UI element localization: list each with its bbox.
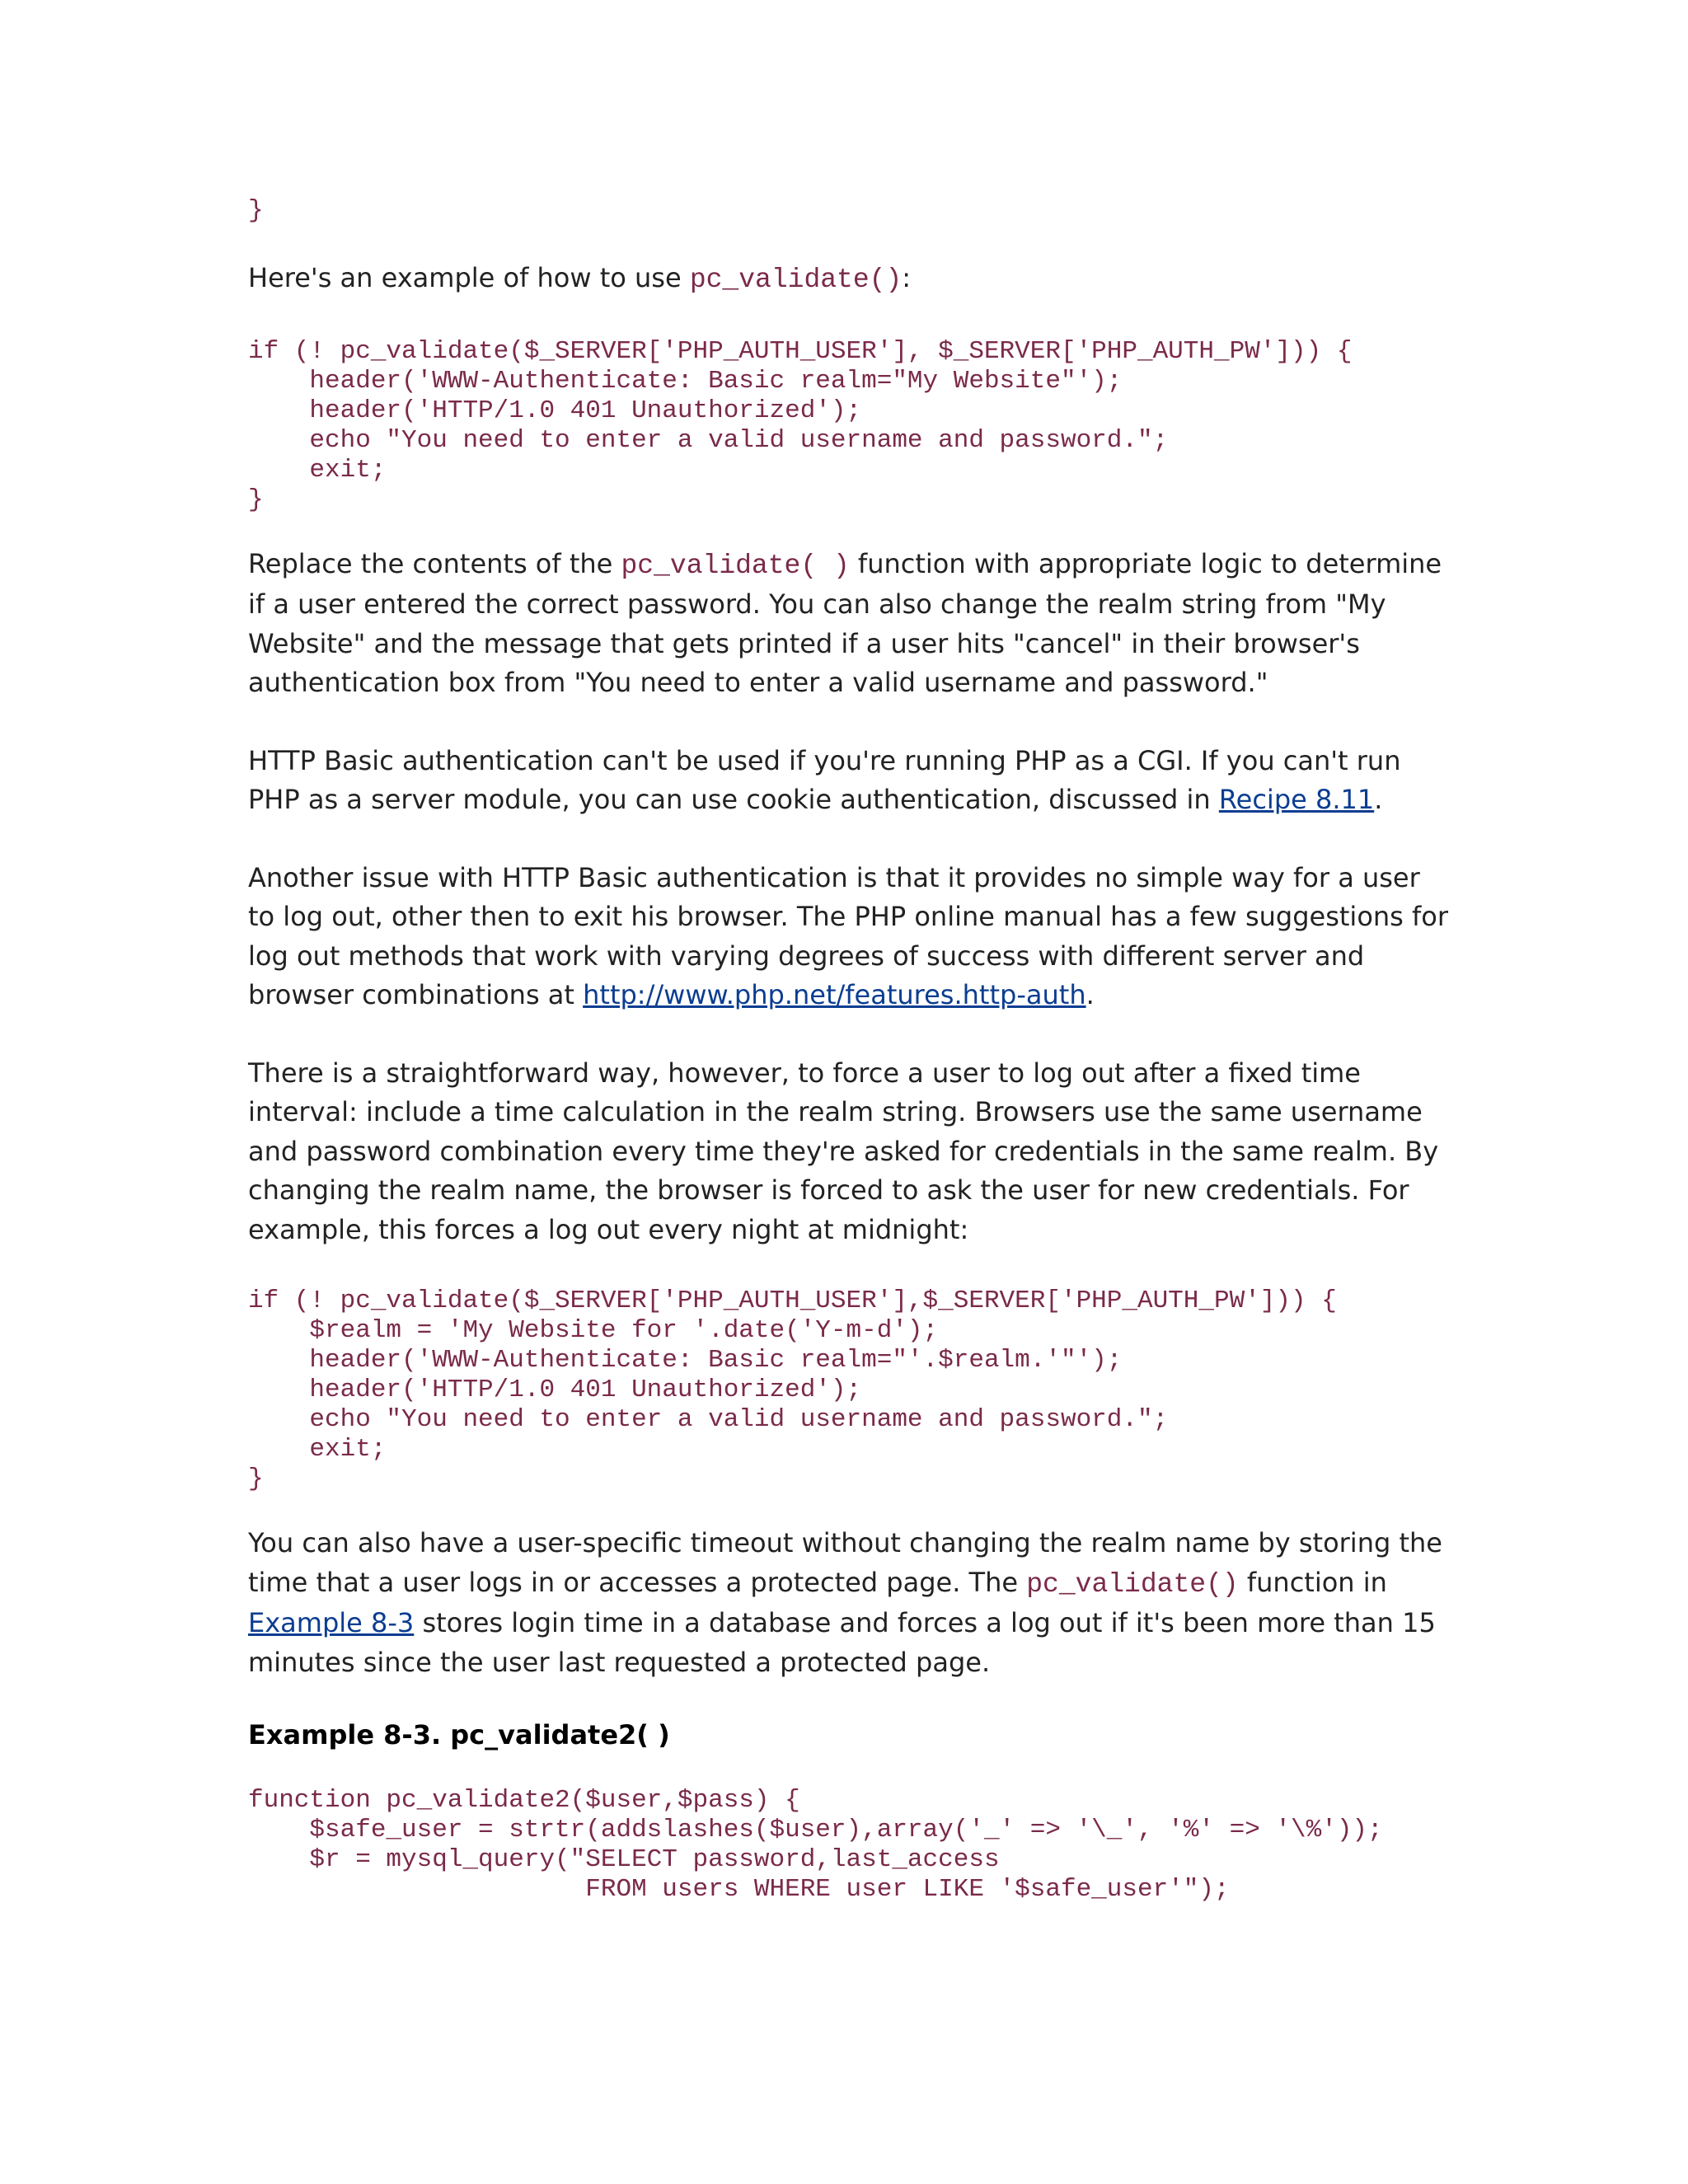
code-line: function pc_validate2($user,$pass) { [248, 1786, 800, 1815]
code-line: } [248, 1465, 264, 1493]
intro-paragraph [248, 259, 1451, 300]
code-line: if (! pc_validate($_SERVER['PHP_AUTH_USER'],$_SERVER['PHP_AUTH_PW'])) { [248, 1286, 1337, 1315]
code-line: $safe_user = strtr(addslashes($user),array('_' => '\_', '%' => '\%')); [248, 1816, 1383, 1844]
code-line: header('HTTP/1.0 401 Unauthorized'); [248, 396, 862, 425]
timeout-code: pc_validate() [1026, 1568, 1239, 1600]
timeout-text-1: You can also have a user-specific timeout without changing the realm name by storing the time that a user logs in or accesses a protected page. The [248, 1527, 1442, 1598]
code-line: if (! pc_validate($_SERVER['PHP_AUTH_USER'], $_SERVER['PHP_AUTH_PW'])) { [248, 336, 1353, 366]
document-page [248, 190, 1451, 1905]
force-logout-paragraph: There is a straightforward way, however, to force a user to log out after a fixed time interval: include a time calculation in the realm string. Browsers use the same username and password combination every time they're asked for credentials in the same realm. By changing the realm name, the browser is forced to ask the user for new credentials. For example, this forces a log out every night at midnight: [248, 1057, 1439, 1245]
code-close-brace: } [248, 196, 264, 225]
replace-paragraph [248, 545, 1451, 703]
intro-suffix: : [902, 262, 912, 293]
code-line: $r = mysql_query("SELECT password,last_access [248, 1845, 1000, 1874]
timeout-text-2: function in [1238, 1566, 1387, 1598]
code-block-1 [248, 337, 1451, 515]
timeout-paragraph [248, 1524, 1451, 1682]
code-line: header('WWW-Authenticate: Basic realm="'.$realm.'"'); [248, 1346, 1123, 1375]
example-8-3-link[interactable]: Example 8-3 [248, 1607, 415, 1638]
code-line: header('WWW-Authenticate: Basic realm="My Website"'); [248, 366, 1123, 396]
code-line: exit; [248, 455, 387, 485]
cgi-text-1: HTTP Basic authentication can't be used if you're running PHP as a CGI. If you can't run PHP as a server module, you can use cookie authentication, discussed in [248, 744, 1401, 815]
code-line: FROM users WHERE user LIKE '$safe_user'"); [248, 1875, 1230, 1904]
php-manual-link[interactable]: http://www.php.net/features.http-auth [583, 979, 1086, 1010]
replace-text-2: function with appropriate logic to determine if a user entered the correct password. You can also change the realm string from "My Website" and the message that gets printed if a user hits "cancel" in their browser's authentication box from "You need to enter a valid username and password." [248, 547, 1442, 698]
code-line: echo "You need to enter a valid username and password."; [248, 1405, 1169, 1434]
logout-paragraph [248, 859, 1451, 1015]
logout-text-2: . [1085, 979, 1095, 1010]
code-line: } [248, 485, 264, 514]
cgi-paragraph [248, 742, 1451, 820]
example-heading: Example 8-3. pc_validate2( ) [248, 1719, 670, 1750]
replace-text-1: Replace the contents of the [248, 547, 621, 579]
timeout-text-3: stores login time in a database and forces a log out if it's been more than 15 minutes since the user last requested a protected page. [248, 1607, 1436, 1678]
logout-text-1: Another issue with HTTP Basic authentication is that it provides no simple way for a user to log out, other then to exit his browser. The PHP online manual has a few suggestions for log out methods that work with varying degrees of success with different server and browser combinations at [248, 861, 1449, 1010]
code-line: exit; [248, 1435, 387, 1464]
intro-code: pc_validate() [689, 265, 903, 295]
replace-code: pc_validate( ) [621, 550, 850, 581]
code-line: $realm = 'My Website for '.date('Y-m-d'); [248, 1316, 939, 1345]
code-block-2 [248, 1286, 1451, 1494]
recipe-8-11-link[interactable]: Recipe 8.11 [1218, 784, 1375, 815]
code-line: header('HTTP/1.0 401 Unauthorized'); [248, 1376, 862, 1404]
code-block-3 [248, 1786, 1451, 1905]
cgi-text-2: . [1374, 784, 1383, 815]
intro-text: Here's an example of how to use [248, 262, 690, 293]
code-line: echo "You need to enter a valid username and password."; [248, 425, 1169, 455]
